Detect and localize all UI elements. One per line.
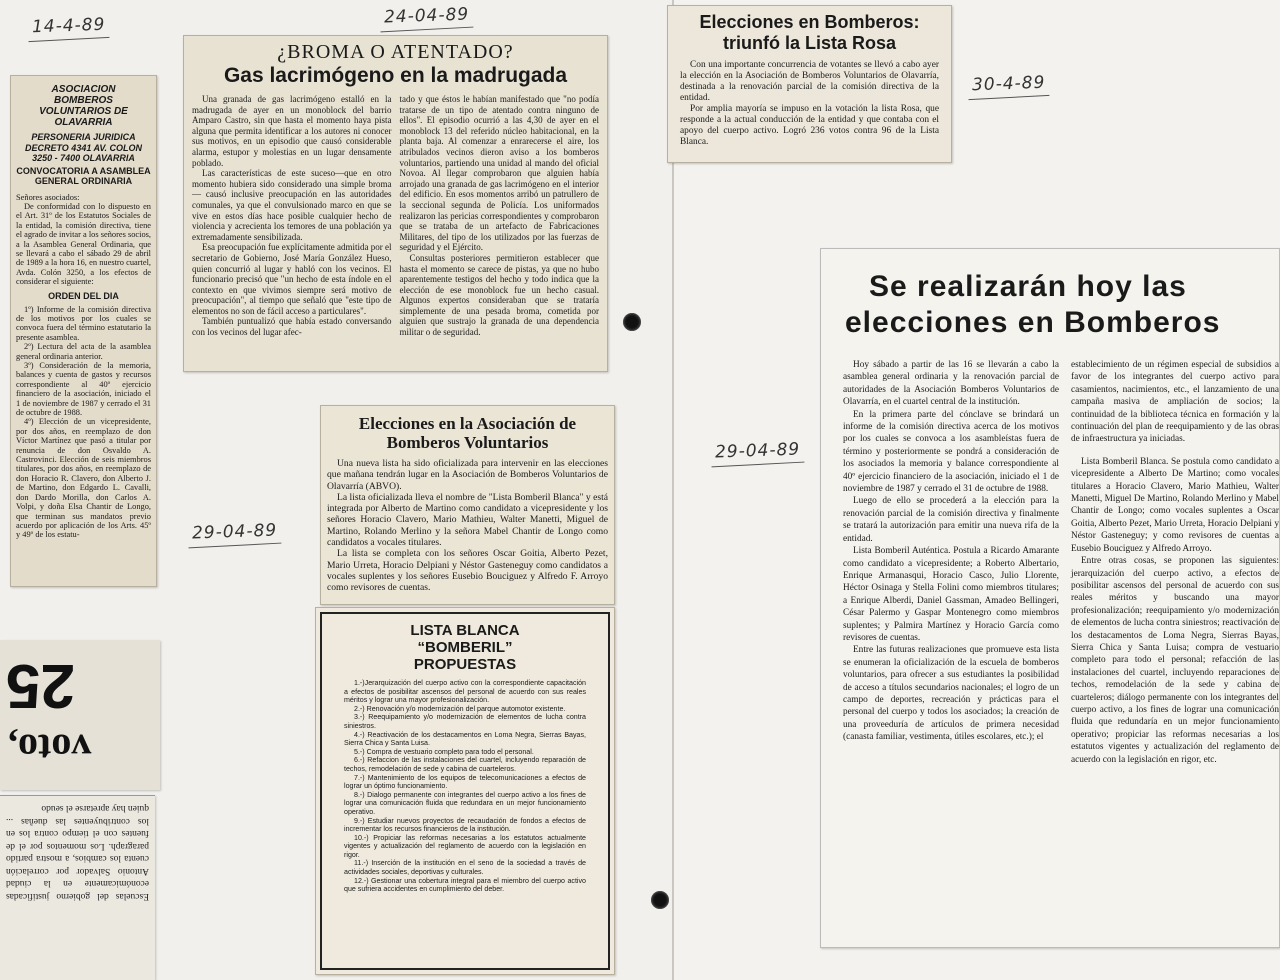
assoc-org-name: ASOCIACION BOMBEROS VOLUNTARIOS DE OLAVARRIA [39,84,128,128]
assoc-notice: CONVOCATORIA A ASAMBLEA GENERAL ORDINARIA [16,165,151,186]
proposal-item: 1.-)Jerarquización del cuerpo activo con la correspondiente capacitación a efectos de posibilitar ascensos del personal de acuerdo con sus reales méritos y lograr una mayor profesionalización. [344,679,586,705]
rosa-paragraph-2: Por amplia mayoría se impuso en la votación la lista Rosa, que responde a la actual conducción de la entidad y que contaba con el apoyo del cuerpo activo. Logró 236 votos contra 96 de la Lista Blanca. [680,104,939,147]
voto-word: voto, [8,726,92,771]
paragraph: establecimiento de un régimen especial de subsidios a favor de los integrantes del cuerpo activo para casamientos, nacimientos, etc., el lanzamiento de una campaña masiva de ampliación de socios; la continuidad de la biblioteca técnica en formación y la continuación del plan de reequipamiento y de las obras de infraestructura ya iniciadas. [1071,360,1279,445]
paragraph: Hoy sábado a partir de las 16 se llevarán a cabo la asamblea general ordinaria y la renovación parcial de autoridades de la Asociación Bomberos Voluntarios de Olavarría, en el cuartel central de la institución. [843,360,1059,408]
mirrored-text: Escuelas del gobierno justificadas económicamente en la ciudad Antonio Salvador por correlación cuenta los cambios, a mostra partido paragraph. Los momentos por el de fuentes con el tiempo contra los en los contribuyentes las dueñas ... quien hay apretarse el seudo [6,803,149,901]
rosa-headline-1: Elecciones en Bomberos: [699,12,920,32]
paragraph: Una granada de gas lacrimógeno estalló en la madrugada de ayer en un monoblock del barrio Amparo Castro, sin que hasta el momento haya pista alguna que permita identificar a los autores ni conocer sus motivos, en un episodio que causó considerable alarma, estupor y molestias en un lugar densamente poblado. [192,94,392,168]
proposal-item: 7.-) Mantenimiento de los equipos de telecomunicaciones a efectos de lograr un óptimo funcionamiento. [344,773,586,791]
paragraph: Una nueva lista ha sido oficializada para intervenir en las elecciones que mañana tendrán lugar en la Asociación de Bomberos Voluntarios de Olavarría (ABVO). [327,458,608,492]
elecciones-clipping [320,405,615,605]
paragraph: La lista oficializada lleva el nombre de "Lista Bomberil Blanca" y está integrada por Alberto de Martino como candidato a vicepresidente y los señores Horacio Clavero, Mario Mathieu, Walter Manetti, Miguel de Martino, Rolando Merlino y la señora Mabel Chantir de Longo como candidatos a vocales titulares. [327,491,608,549]
broma-clipping [183,35,608,372]
hoy-headline-2: elecciones en Bomberos [845,306,1221,339]
date-note-5: 29-04-89 [714,439,801,463]
lista-blanca-frame [320,612,610,970]
paragraph: Consultas posteriores permitieron establecer que hasta el momento se carece de pistas, ya que no hubo aparentemente testigos del hecho y todo indica que la elección de ese monoblock fue un hecho casual. Algunos expertos consideraban que se trataría simplemente de una pesada broma, cometida por alguien que sustrajo la granada de una dependencia militar o de seguridad. [399,252,599,338]
paragraph: tado y que éstos le habían manifestado que "no podía tratarse de un tipo de atentado contra ninguno de ellos". El episodio ocurrió a las 4,30 de ayer en el monoblock 13 del referido núcleo habitacional, en la planta baja. Al comenzar a enrarecerse el aire, los atribulados vecinos dieron aviso a los bomberos voluntarios, partiendo una unidad al mando del oficial Novoa. Al llegar comprobaron que alguien había arrojado una granada de gas lacrimógeno en el interior del edificio. En esos momentos arribó un patrullero de la seccional segunda de Policía. Los uniformados realizaron las pericias correspondientes y comprobaron que se trataba de un artefacto de Fabricaciones Militares, del tipo de los utilizados por las fuerzas de seguridad y el Ejército. [399,94,599,253]
big-number: 25 [6,651,75,720]
lista-blanca-clipping [315,607,615,975]
hoy-clipping [820,248,1280,948]
agenda-item: 4º) Elección de un vicepresidente, por dos años, en reemplazo de don Víctor Martínez que pasó a titular por renuncia de don Osvaldo A. Castrovinci. Elección de seis miembros titulares, por dos años, en reemplazo de don Horacio R. Clavero, don Alberto J. de Martino, don Edgardo L. Cavalli, don Dardo Morilla, don Carlos A. Volpi, y doña Elsa Chantir de Longo, que terminan sus mandatos previo acuerdo por aplicación de los Arts. 45º y 49º de los estatu- [16,417,151,540]
paragraph: Las características de este suceso—que en otro momento hubiera sido considerado una simple broma— causó inclusive preocupación en las autoridades comunales, ya que el convulsionado marco en que se vive en estos días hace posible cualquier hecho de violencia y acrecienta los temores de una población ya extremadamente sensibilizada. [192,168,392,242]
proposal-item: 10.-) Propiciar las reformas necesarias a los estatutos actualmente vigentes y actualización del reglamento de acuerdo con la legislación en rigor. [344,833,586,859]
proposal-item: 11.-) Inserción de la institución en el seno de la sociedad a través de actividades sociales, deportivas y culturales. [344,859,586,877]
date-note-3: 30-4-89 [971,72,1046,96]
date-note-2: 24-04-89 [383,4,470,28]
proposal-item: 8.-) Dialogo permanente con integrantes del cuerpo activo a los fines de lograr una comunicación fluida que redundara en un mejor funcionamiento operativo. [344,790,586,816]
proposal-item: 12.-) Gestionar una cobertura integral para el miembro del cuerpo activo que sufriera accidentes en cumplimiento del deber. [344,876,586,894]
proposal-list [344,679,586,894]
paragraph: Entre otras cosas, se proponen las siguientes: jerarquización del cuerpo activo, a efectos de posibilitar ascensos del personal de acuerdo con sus reales méritos y buscando una mayor profesionalización; reequipamiento y/o modernización de elementos de lucha contra siniestros; reactivación de los destacamentos de Loma Negra, Sierras Bayas, Sierra Chica y Santa Luisa; compra de vestuario completo para todo el personal; refacción de las instalaciones del cuartel, incluyendo reparaciones de techos, remodelación de la sede y cabina de cuarteleros; diálogo permanente con los integrantes del cuerpo activo, a los fines de lograr una comunicación fluida que redundaría en un mejor funcionamiento operativo; propiciar las reformas necesarias a los estatutos vigentes y actualización del reglamento de acuerdo con la legislación en rigor, etc. [1071,556,1279,765]
agenda-title: ORDEN DEL DIA [48,290,119,301]
lista-title-2: “BOMBERIL” [417,639,513,656]
broma-column-2 [400,94,600,338]
rosa-clipping [667,5,952,163]
assoc-greeting: Señores asociados: [16,192,80,202]
convocatoria-clipping [10,75,157,587]
paragraph: En la primera parte del cónclave se brindará un informe de la comisión directiva acerca de los motivos por los cuales se convoca a los asambleístas fuera de término y posteriormente se pondrá a consideración de los asociados la memoria y balance correspondiente al 40º ejercicio financiero de la asociación, iniciado el 1 de noviembre de 1987 y cerrado el 31 de octubre de 1988. [843,409,1059,495]
paragraph: Lista Bomberil Blanca. Se postula como candidato a vicepresidente a Alberto De Martino; como vocales titulares a Horacio Clavero, Mario Mathieu, Walter Manetti, Miguel De Martino, Rolando Merlino y Mabel Chantir de Longo; como vocales suplentes a Oscar Goitia, Alberto Pezet, Mario Urreta, Horacio Delpiani y Néstor Gasteneguy; y como revisores de cuentas a Eusebio Bouciguez y Alfredo Arroyo. [1071,456,1279,554]
hoy-headline-1: Se realizarán hoy las [869,270,1187,303]
date-note-1: 14-4-89 [31,14,106,38]
lista-title-1: LISTA BLANCA [410,622,520,639]
proposal-item: 6.-) Refaccion de las instalaciones del cuartel, incluyendo reparación de techos, remodelación de sede y cabina de cuarteleros. [344,756,586,773]
upside-down-fragment [0,640,160,790]
broma-kicker: ¿BROMA O ATENTADO? [277,41,514,63]
rosa-paragraph-1: Con una importante concurrencia de votantes se llevó a cabo ayer la elección en la Asociación de Bomberos Voluntarios de Olavarría, destinada a la renovación parcial de la comisión directiva de la entidad. [680,60,939,103]
paragraph: Luego de ello se procederá a la elección para la renovación parcial de la comisión directiva y finalmente se tratará la autorización para emitir una nueva rifa de la entidad. [843,496,1059,544]
agenda-item: 2º) Lectura del acta de la asamblea general ordinaria anterior. [16,342,151,361]
elecciones-body [327,458,608,594]
proposal-item: 5.-) Compra de vestuario completo para todo el personal. [354,747,534,756]
proposal-item: 2.-) Renovación y/o modernización del parque automotor existente. [354,704,566,713]
hoy-column-2 [1071,359,1279,766]
proposal-item: 9.-) Estudiar nuevos proyectos de recaudación de fondos a efectos de incrementar los recursos financieros de la institución. [344,816,586,834]
rosa-headline-2: triunfó la Lista Rosa [722,33,897,53]
broma-column-1 [192,94,392,338]
paragraph: Esa preocupación fue explícitamente admitida por el secretario de Gobierno, José María González Hueso, quien concurrió al lugar y habló con los vecinos. El funcionario precisó que "un hecho de esta índole en el contexto en que vivimos siempre será motivo de preocupación", al tiempo que señaló que "este tipo de elementos no son de fácil acceso a particulares". [192,242,392,316]
mirrored-text-fragment [0,795,155,980]
proposal-item: 3.-) Reequipamiento y/o modernización de elementos de lucha contra siniestros. [344,713,586,730]
assoc-legal: PERSONERIA JURIDICA DECRETO 4341 AV. COLON 3250 - 7400 OLAVARRIA [24,132,143,163]
date-note-4: 29-04-89 [191,520,278,544]
paragraph: Lista Bomberil Auténtica. Postula a Ricardo Amarante como candidato a vicepresidente; a Roberto Albertario, Enrique Armanasqui, Horacio Casco, Julio Llorente, Héctor Osinaga y Stella Folini como miembros titulares; a Enrique Alberdi, Daniel Gassman, Amadeo Bellingeri, César Palermo y Gaspar Montenegro como miembros suplentes; y Palmira Martínez y Horacio García como revisores de cuentas. [843,546,1059,643]
paragraph: La lista se completa con los señores Oscar Goitia, Alberto Pezet, Mario Urreta, Horacio Delpiani y Néstor Gasteneguy como candidatos a vocales suplentes y los señores Eusebio Bouciguez y Alfredo F. Arroyo como revisores de cuentas. [327,548,608,594]
proposal-item: 4.-) Reactivación de los destacamentos en Loma Negra, Sierras Bayas, Sierra Chica y Santa Luisa. [344,730,586,748]
paragraph: Entre las futuras realizaciones que promueve esta lista se enumeran la oficialización de la escuela de bomberos voluntarios, para ofrecer a sus estudiantes la posibilidad de acceso a títulos secundarios nacionales; el logro de un campo de deportes, recreación y prácticas para el personal del cuerpo y todos los asociados; la creación de una proveeduría de artículos de primera necesidad (canasta familiar, vestimenta, útiles escolares, etc.); el [843,645,1059,743]
agenda-item: 3º) Consideración de la memoria, balances y cuenta de gastos y recursos correspondiente al 40º ejercicio financiero de la asociación, iniciado el 1 de noviembre de 1987 y cerrado el 31 de octubre de 1988. [16,361,151,418]
assoc-intro: De conformidad con lo dispuesto en el Art. 31º de los Estatutos Sociales de la entidad, la comisión directiva, tiene el agrado de invitar a los señores socios, a la Asamblea General Ordinaria, que se llevará a cabo el sábado 29 de abril de 1989 a la hora 16, en nuestro cuartel, Avda. Colón 3250, a los efectos de considerar el siguiente: [16,201,151,287]
binder-hole-left [623,313,641,331]
hoy-column-1 [843,359,1059,766]
binder-hole-right [651,891,669,909]
agenda-item: 1º) Informe de la comisión directiva de los motivos por los cuales se convoca fuera del término estatutario la presente asamblea. [16,304,151,342]
elecciones-headline: Elecciones en la Asociación de Bomberos Voluntarios [358,414,577,452]
lista-title-3: PROPUESTAS [413,656,517,673]
broma-headline: Gas lacrimógeno en la madrugada [223,64,568,87]
paragraph: También puntualizó que había estado conversando con los vecinos del lugar afec- [192,316,392,338]
